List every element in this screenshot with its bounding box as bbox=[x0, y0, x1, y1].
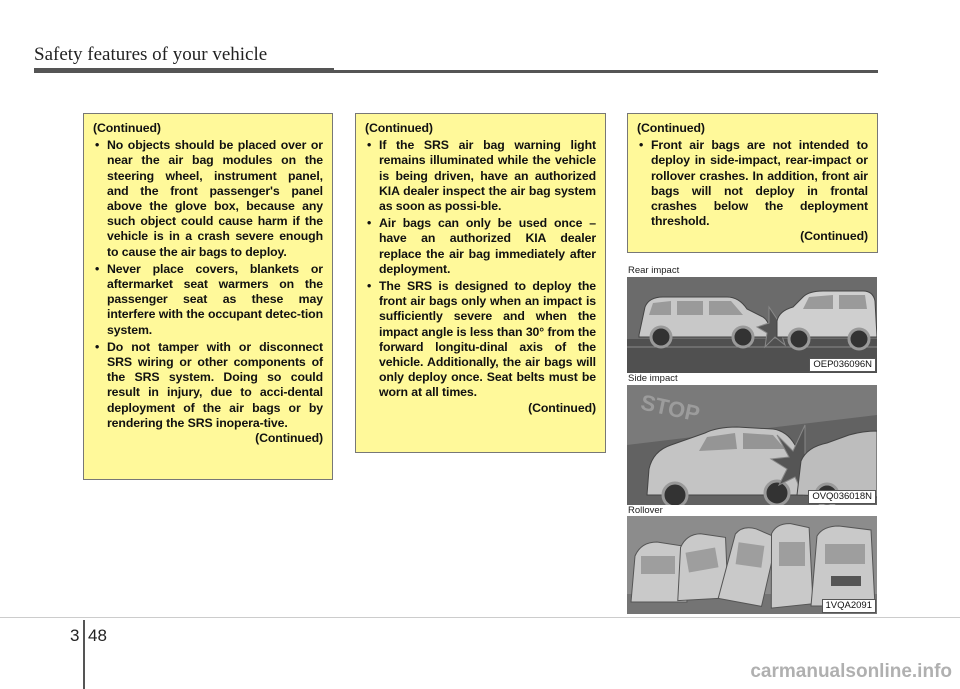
footer-rule bbox=[0, 617, 960, 618]
figure-code: OEP036096N bbox=[809, 358, 876, 372]
warning-item: • The SRS is designed to deploy the front air bags only when an impact is sufficiently severe and when the impact angle is less than 30° from the forward longitu-dinal axis of the vehicle. Additionally, the air bags will only deploy once. Seat belts must be worn at all times. bbox=[365, 279, 596, 401]
continued-label: (Continued) bbox=[93, 121, 161, 135]
figure-label-rollover: Rollover bbox=[628, 505, 663, 516]
page-number: 48 bbox=[88, 626, 107, 645]
chapter-number: 3 bbox=[70, 626, 80, 645]
warning-list bbox=[93, 138, 323, 431]
figure-rear-impact bbox=[627, 277, 877, 373]
warning-item: • If the SRS air bag warning light remains illuminated while the vehicle is being driven, have an authorized KIA dealer inspect the air bag system as soon as possi-ble. bbox=[365, 138, 596, 214]
warning-list bbox=[365, 138, 596, 400]
warning-item: • Air bags can only be used once – have an authorized KIA dealer replace the air bag immediately after deployment. bbox=[365, 216, 596, 277]
page-header-title: Safety features of your vehicle bbox=[34, 44, 268, 65]
continued-label: (Continued) bbox=[637, 121, 705, 135]
continued-label: (Continued) bbox=[800, 229, 868, 244]
warning-item: • Never place covers, blankets or aftermarket seat warmers on the passenger seat as these may interfere with the occupant detec-tion system. bbox=[93, 262, 323, 338]
warning-item: • No objects should be placed over or near the air bag modules on the steering wheel, instrument panel, and the front passenger's panel above the glove box, because any such object could cause harm if the vehicle is in a crash severe enough to cause the air bags to deploy. bbox=[93, 138, 323, 260]
figure-rollover bbox=[627, 516, 877, 614]
road-marking-stop: STOP bbox=[638, 389, 702, 427]
warning-box-col3 bbox=[627, 113, 878, 253]
warning-box-col1 bbox=[83, 113, 333, 480]
watermark: carmanualsonline.info bbox=[750, 661, 952, 682]
warning-item: • Front air bags are not intended to deploy in side-impact, rear-impact or rollover crashes. In addition, front air bags will not deploy in frontal crashes below the deployment threshold. bbox=[637, 138, 868, 229]
warning-item: • Do not tamper with or disconnect SRS wiring or other components of the SRS system. Doing so could result in injury, due to acci-dental deployment of the air bags or by rendering the SRS inopera-tive. bbox=[93, 340, 323, 431]
figure-label-rear-impact: Rear impact bbox=[628, 265, 680, 276]
header-rule-accent bbox=[34, 68, 334, 73]
figure-code: OVQ036018N bbox=[808, 490, 876, 504]
continued-label: (Continued) bbox=[255, 431, 323, 446]
continued-label: (Continued) bbox=[365, 121, 433, 135]
figure-label-side-impact: Side impact bbox=[628, 373, 678, 384]
continued-label: (Continued) bbox=[528, 400, 596, 415]
warning-list bbox=[637, 138, 868, 229]
figure-side-impact bbox=[627, 385, 877, 505]
footer-divider bbox=[83, 620, 85, 689]
warning-box-col2 bbox=[355, 113, 606, 453]
figure-code: 1VQA2091 bbox=[822, 599, 876, 613]
side-impact-illustration bbox=[627, 385, 877, 505]
